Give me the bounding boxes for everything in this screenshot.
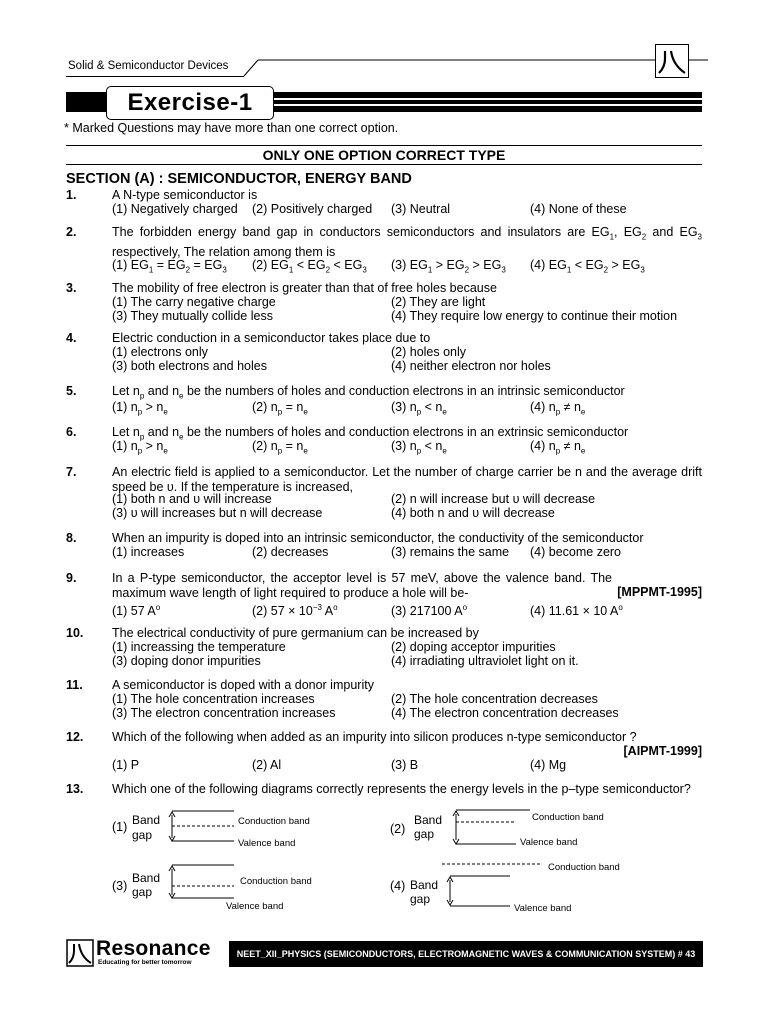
option-2: (2) doping acceptor impurities [391, 640, 556, 654]
option-4: (4) Mg [530, 758, 567, 772]
gap-label: gap [410, 892, 431, 906]
header-rule [66, 76, 244, 77]
option-4: (4) $n_p \ne n_e$ [530, 400, 586, 417]
question-text: When an impurity is doped into an intrinsic semiconductor, the conductivity of the semiconductor [112, 531, 644, 545]
question-text: A N-type semiconductor is [112, 188, 258, 202]
option-4: (4) 11.61 × 10 $A^o$ [530, 603, 623, 619]
question-number: 7. [66, 465, 77, 479]
gap-label: gap [132, 828, 153, 842]
option-2: (2) The hole concentration decreases [391, 692, 598, 706]
section-heading: SECTION (A) : SEMICONDUCTOR, ENERGY BAND [66, 171, 412, 187]
option-1-label: (1) [112, 820, 128, 834]
footer-info-bar: NEET_XII_PHYSICS (SEMICONDUCTORS, ELECTROMAGNETIC WAVES & COMMUNICATION SYSTEM) # 43 [229, 941, 703, 967]
question-number: 9. [66, 571, 77, 585]
question-number: 8. [66, 531, 77, 545]
option-3: (3) 217100 $A^o$ [391, 603, 468, 619]
option-2: (2) n will increase but υ will decrease [391, 492, 596, 506]
option-3: (3) υ will increases but n will decrease [112, 506, 323, 520]
question-number: 2. [66, 225, 77, 239]
option-3: (3) $EG_1 > EG_2 > EG_3$ [391, 258, 506, 275]
exam-tag: [AIPMT-1999] [623, 744, 702, 758]
option-2: (2) $n_p = n_e$ [252, 439, 308, 456]
option-4-label: (4) [390, 879, 406, 893]
option-2: (2) $n_p = n_e$ [252, 400, 308, 417]
option-4: (4) $n_p \ne n_e$ [530, 439, 586, 456]
option-4: (4) become zero [530, 545, 622, 559]
question-number: 4. [66, 331, 77, 345]
resonance-logo-icon [655, 44, 689, 78]
option-1: (1) $n_p > n_e$ [112, 439, 168, 456]
diagram-option-2 [412, 808, 612, 853]
option-4: (4) They require low energy to continue their motion [391, 309, 678, 323]
option-2: (2) $57 \times 10^{-3}$ $A^o$ [252, 603, 338, 619]
question-text: In a P-type semiconductor, the acceptor level is 57 meV, above the valence band. The maximum wave length of light required to produce a hole will be- [112, 571, 612, 600]
option-4: (4) None of these [530, 202, 627, 216]
question-text: Electric conduction in a semiconductor takes place due to [112, 331, 431, 345]
option-1: (1) electrons only [112, 345, 208, 359]
option-1: (1) The hole concentration increases [112, 692, 315, 706]
option-3: (3) doping donor impurities [112, 654, 261, 668]
valence-band-label: Valence band [238, 838, 296, 849]
question-number: 13. [66, 782, 84, 796]
option-3: (3) Neutral [391, 202, 451, 216]
footer-logo [66, 937, 226, 971]
option-1: (1) increassing the temperature [112, 640, 286, 654]
question-text: Let $n_p$ and $n_e$ be the numbers of holes and conduction electrons in an extrinsic semiconductor [112, 425, 629, 442]
band-label: Band [132, 813, 161, 827]
diagram-option-4 [410, 856, 630, 916]
option-4: (4) The electron concentration decreases [391, 706, 619, 720]
option-1: (1) $n_p > n_e$ [112, 400, 168, 417]
option-3: (3) remains the same [391, 545, 510, 559]
question-text: A semiconductor is doped with a donor impurity [112, 678, 374, 692]
question-number: 5. [66, 384, 77, 398]
option-3: (3) $n_p < n_e$ [391, 400, 447, 417]
valence-band-label: Valence band [514, 903, 572, 914]
gap-label: gap [132, 885, 153, 899]
question-number: 11. [66, 678, 83, 692]
option-2: (2) They are light [391, 295, 486, 309]
option-2: (2) Al [252, 758, 282, 772]
option-1: (1) $EG_1 = EG_2 = EG_3$ [112, 258, 227, 275]
option-1: (1) P [112, 758, 140, 772]
option-3-label: (3) [112, 879, 128, 893]
question-number: 6. [66, 425, 77, 439]
option-3: (3) $n_p < n_e$ [391, 439, 447, 456]
marked-note: * Marked Questions may have more than one correct option. [64, 121, 399, 135]
option-1: (1) Negatively charged [112, 202, 238, 216]
option-2: (2) holes only [391, 345, 467, 359]
conduction-band-label: Conduction band [548, 862, 620, 873]
question-number: 1. [66, 188, 77, 202]
question-text: Which of the following when added as an impurity into silicon produces n-type semiconductor ? [112, 730, 637, 744]
diagram-option-3 [130, 860, 330, 915]
question-text: The electrical conductivity of pure germanium can be increased by [112, 626, 479, 640]
band-label: Band [410, 878, 439, 892]
exercise-title: Exercise-1 [106, 86, 274, 120]
option-2: (2) decreases [252, 545, 329, 559]
brand-tagline: Educating for better tomorrow [98, 959, 192, 966]
question-text: The mobility of free electron is greater than that of free holes because [112, 281, 497, 295]
band-label: Band [414, 813, 443, 827]
diagram-option-1 [130, 808, 330, 853]
option-3: (3) B [391, 758, 419, 772]
conduction-band-label: Conduction band [240, 876, 312, 887]
brand-name: Resonance [96, 937, 211, 960]
option-1: (1) The carry negative charge [112, 295, 276, 309]
conduction-band-label: Conduction band [532, 812, 604, 823]
option-3: (3) both electrons and holes [112, 359, 267, 373]
option-4: (4) $EG_1 < EG_2 > EG_3$ [530, 258, 645, 275]
chapter-title: Solid & Semiconductor Devices [68, 60, 229, 72]
option-4: (4) both n and υ will decrease [391, 506, 555, 520]
option-4: (4) neither electron nor holes [391, 359, 551, 373]
gap-label: gap [414, 827, 435, 841]
option-1: (1) increases [112, 545, 185, 559]
header-rule-slant [240, 58, 710, 78]
band-label: Band [132, 871, 161, 885]
option-1: (1) 57 $A^o$ [112, 603, 161, 619]
question-text: An electric field is applied to a semiconductor. Let the number of charge carrier be n and the average drift speed be υ. If the temperature is increased, [112, 465, 702, 494]
option-3: (3) The electron concentration increases [112, 706, 336, 720]
option-2: (2) $EG_1 < EG_2 < EG_3$ [252, 258, 367, 275]
valence-band-label: Valence band [226, 901, 284, 912]
conduction-band-label: Conduction band [238, 816, 310, 827]
option-1: (1) both n and υ will increase [112, 492, 272, 506]
option-2-label: (2) [390, 822, 406, 836]
question-text: The forbidden energy band gap in conductors semiconductors and insulators are $EG_1$, $EG_2$ and $EG_3$ respectively, The relation among them is [112, 225, 702, 259]
question-number: 3. [66, 281, 77, 295]
option-type-banner: ONLY ONE OPTION CORRECT TYPE [66, 145, 702, 165]
question-number: 10. [66, 626, 84, 640]
question-number: 12. [66, 730, 84, 744]
exam-tag: [MPPMT-1995] [617, 585, 702, 599]
resonance-logo-icon [66, 939, 94, 967]
option-2: (2) Positively charged [252, 202, 373, 216]
option-4: (4) irradiating ultraviolet light on it. [391, 654, 579, 668]
question-text: Let $n_p$ and $n_e$ be the numbers of holes and conduction electrons in an intrinsic semiconductor [112, 384, 625, 401]
valence-band-label: Valence band [520, 837, 578, 848]
question-text: Which one of the following diagrams correctly represents the energy levels in the p–type semiconductor? [112, 782, 691, 796]
option-3: (3) They mutually collide less [112, 309, 273, 323]
